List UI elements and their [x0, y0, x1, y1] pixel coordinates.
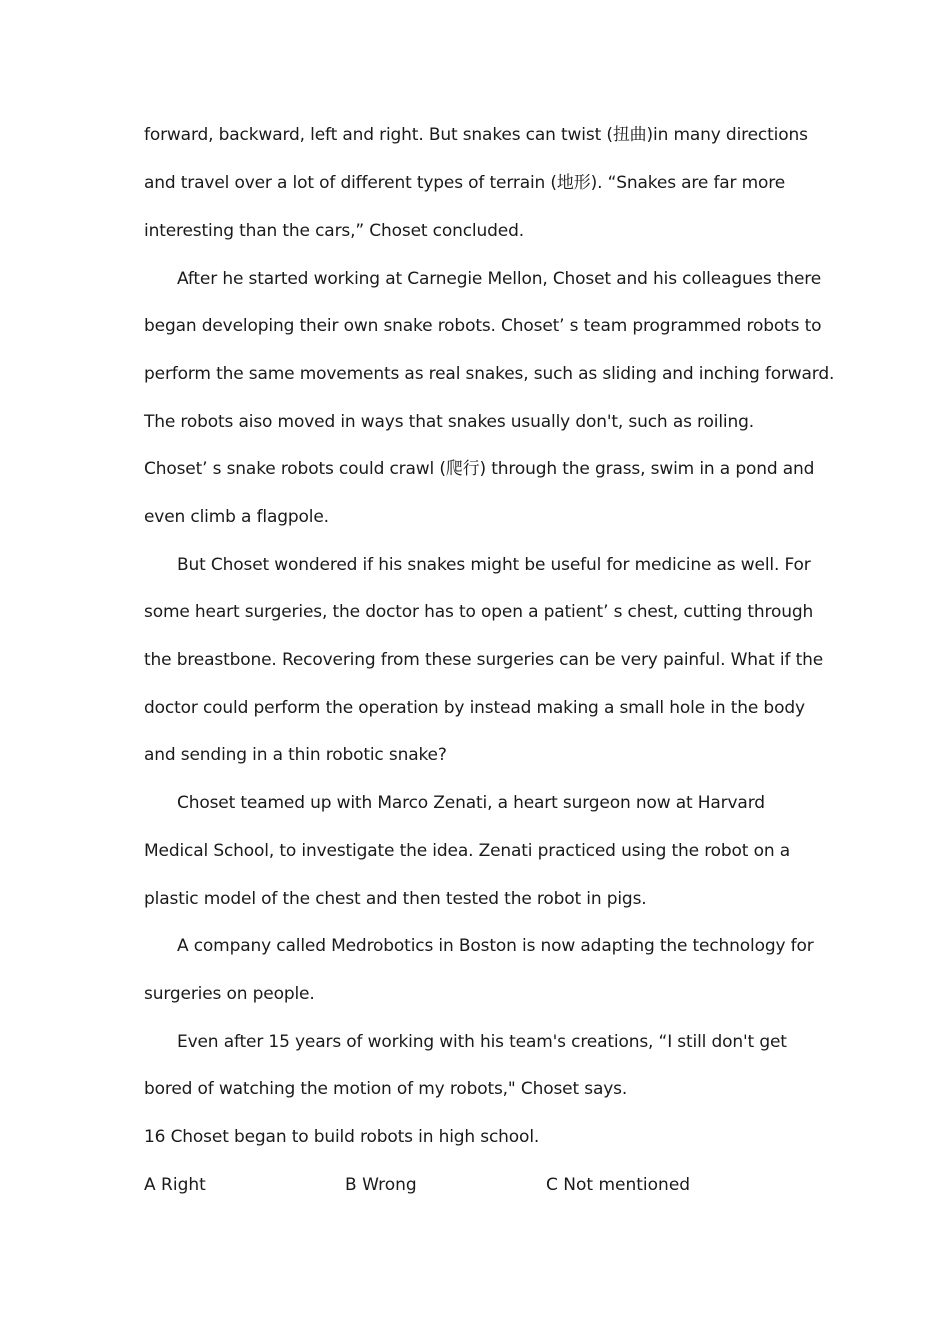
paragraph-line: Even after 15 years of working with his team's creations, “I still don't get — [177, 1032, 787, 1052]
paragraph-line: doctor could perform the operation by instead making a small hole in the body — [144, 698, 805, 718]
option-a[interactable]: A Right — [144, 1175, 206, 1195]
paragraph-line: and sending in a thin robotic snake? — [144, 745, 447, 765]
paragraph-line: Choset teamed up with Marco Zenati, a heart surgeon now at Harvard — [177, 793, 765, 813]
paragraph-line: Medical School, to investigate the idea. Zenati practiced using the robot on a — [144, 841, 790, 861]
paragraph-line: Choset’ s snake robots could crawl (爬行) through the grass, swim in a pond and — [144, 459, 815, 479]
answer-options — [144, 1173, 804, 1197]
paragraph-line: the breastbone. Recovering from these surgeries can be very painful. What if the — [144, 650, 824, 670]
option-c[interactable]: C Not mentioned — [546, 1175, 691, 1195]
paragraph-line: A company called Medrobotics in Boston is now adapting the technology for — [177, 936, 814, 956]
paragraph-line: bored of watching the motion of my robots," Choset says. — [144, 1079, 628, 1099]
paragraph-line: After he started working at Carnegie Mellon, Choset and his colleagues there — [177, 269, 822, 289]
paragraph-line: surgeries on people. — [144, 984, 315, 1004]
paragraph-line: perform the same movements as real snakes, such as sliding and inching forward. — [144, 364, 835, 384]
paragraph-line: interesting than the cars,” Choset concluded. — [144, 221, 524, 241]
paragraph-line: The robots aiso moved in ways that snakes usually don't, such as roiling. — [144, 412, 754, 432]
paragraph-line: began developing their own snake robots. Choset’ s team programmed robots to — [144, 316, 822, 336]
paragraph-line: some heart surgeries, the doctor has to open a patient’ s chest, cutting through — [144, 602, 814, 622]
question-text: 16 Choset began to build robots in high school. — [144, 1127, 540, 1147]
paragraph-line: plastic model of the chest and then tested the robot in pigs. — [144, 889, 647, 909]
option-b[interactable]: B Wrong — [345, 1175, 417, 1195]
paragraph-line: But Choset wondered if his snakes might be useful for medicine as well. For — [177, 555, 811, 575]
paragraph-line: and travel over a lot of different types of terrain (地形). “Snakes are far more — [144, 173, 786, 193]
paragraph-line: forward, backward, left and right. But snakes can twist (扭曲)in many directions — [144, 125, 808, 145]
paragraph-line: even climb a flagpole. — [144, 507, 329, 527]
